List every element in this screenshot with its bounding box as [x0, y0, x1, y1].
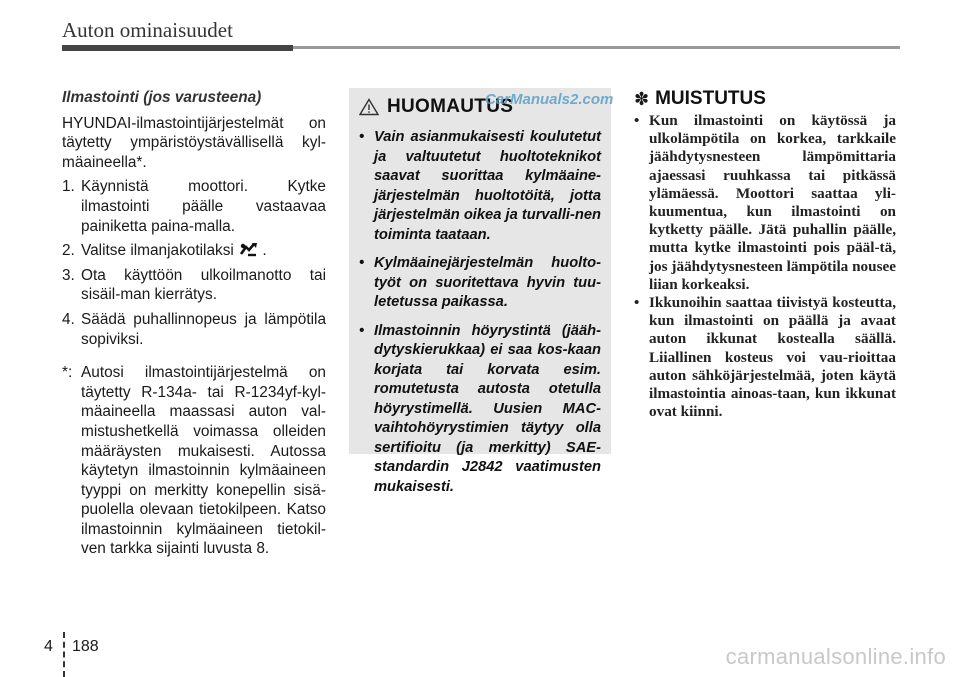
caution-item-text: Vain asianmukaisesti koulutetut ja valtuutetut huoltoteknikot saavat suorittaa kylmäaine-järjestelmän huoltotöitä, jotta järjestelmän oikea ja turvalli-nen toiminta taataan.	[374, 129, 601, 243]
note-item-text: Kun ilmastointi on käytössä ja ulkolämpötila on korkea, tarkkaile jäähdytysnesteen lämpömittaria ajaessasi ruuhkassa tai pitkässä ylämäessä. Moottori saattaa yli-kuumentua, kun ilmastointi on kytketty päälle. Jätä puhallin päälle, mutta kytke ilmastointi pois pääl-tä, jos jäähdytysnesteen lämpötila nousee liian korkeaksi.	[649, 112, 896, 293]
step-number: 1.	[62, 178, 75, 196]
step-number: 2.	[62, 242, 75, 260]
step-item	[62, 266, 326, 305]
page-number: 188	[72, 638, 99, 655]
caution-box	[349, 88, 614, 495]
step-number: 3.	[62, 266, 75, 284]
step-text: Säädä puhallinnopeus ja lämpötila sopiviksi.	[81, 310, 326, 348]
caution-item: • Kylmäainejärjestelmän huolto-työt on suoritettava hyvin tuu-letetussa paikassa.	[359, 255, 601, 310]
header-rule	[62, 46, 900, 49]
step-text: Ota käyttöön ulkoilmanotto tai sisäil-man kierrätys.	[81, 266, 326, 304]
step-item	[62, 241, 326, 261]
ac-instructions-column	[62, 88, 326, 559]
caution-list	[359, 128, 601, 497]
caution-item: • Vain asianmukaisesti koulutetut ja valtuutetut huoltoteknikot saavat suorittaa kylmäaine-järjestelmän huoltotöitä, jotta järjestelmän oikea ja turvalli-nen toiminta taataan.	[359, 129, 601, 243]
caution-item: • Ilmastoinnin höyrystintä (jääh-dytyskierukkaa) ei saa kos-kaan korjata tai korvata esim. romutetusta autosta otetulla höyrystimellä. Uusien MAC-vaihtohöyrystimien täytyy olla sertifioitu (ja merkitty) SAE-standardin J2842 vaatimusten mukaisesti.	[359, 322, 601, 495]
step-text: Käynnistä moottori. Kytke ilmastointi päälle vastaavaa painiketta paina-malla.	[81, 178, 326, 235]
watermark-text: CarManuals2.com	[485, 91, 614, 108]
footnote-mark: *:	[62, 364, 73, 382]
footnote	[62, 363, 326, 559]
caution-item-text: Ilmastoinnin höyrystintä (jääh-dytyskierukkaa) ei saa kos-kaan korjata tai korvata esim. romutetusta autosta otetulla höyrystimellä. Uusien MAC-vaihtohöyrystimien täytyy olla sertifioitu (ja merkitty) SAE-standardin J2842 vaatimusten mukaisesti.	[374, 322, 601, 495]
step-suffix: .	[258, 242, 267, 260]
note-item: • Kun ilmastointi on käytössä ja ulkolämpötila on korkea, tarkkaile jäähdytysnesteen lämpömittaria ajaessasi ruuhkassa tai pitkässä ylämäessä. Moottori saattaa yli-kuumentua, kun ilmastointi on kytketty päälle. Jätä puhallin päälle, mutta kytke ilmastointi pois pääl-tä, jos jäähdytysnesteen lämpötila nousee liian korkeaksi.	[634, 112, 896, 293]
site-watermark: carmanualsonline.info	[725, 644, 946, 669]
caution-item-text: Kylmäainejärjestelmän huolto-työt on suoritettava hyvin tuu-letetussa paikassa.	[374, 255, 601, 310]
step-item	[62, 310, 326, 349]
step-number: 4.	[62, 310, 75, 328]
page-header-title: Auton ominaisuudet	[62, 18, 233, 42]
step-item	[62, 177, 326, 236]
note-item: • Ikkunoihin saattaa tiivistyä kosteutta, kun ilmastointi on päällä ja avaat auton ikkunat kostealla säällä. Liiallinen kosteus voi vau-rioittaa auton sähköjärjestelmää, joten käytä ilmastointia ainoas-taan, kun ikkunat ovat kiinni.	[634, 294, 896, 421]
note-item-text: Ikkunoihin saattaa tiivistyä kosteutta, kun ilmastointi on päällä ja avaat auton ikkunat kostealla säällä. Liiallinen kosteus voi vau-rioittaa auton sähköjärjestelmää, joten käytä ilmastointia ainoas-taan, kun ikkunat ovat kiinni.	[649, 294, 896, 421]
step-text: Valitse ilmanjakotilaksi	[81, 242, 234, 260]
header-rule-accent	[62, 45, 293, 51]
note-title: MUISTUTUS	[655, 88, 766, 109]
warning-triangle-icon	[359, 98, 379, 116]
footer-divider	[63, 632, 65, 677]
caution-title: HUOMAUTUS	[387, 96, 514, 117]
footnote-text: Autosi ilmastointijärjestelmä on täytetty R-134a- tai R-1234yf-kyl-mäaineella maassasi auton val-mistushetkellä voimassa olleiden määräysten mukaisesti. Autossa käytetyn ilmastoinnin kylmäaineen tyyppi on merkitty konepellin sisä-puolella olevaan tietokilpeen. Katso ilmastoinnin kylmäaineen tietokil-ven tarkka sijainti luvusta 8.	[81, 364, 326, 558]
note-list	[634, 112, 896, 421]
fan-mode-icon	[238, 242, 258, 257]
steps-list	[62, 177, 326, 349]
note-column	[634, 88, 896, 421]
intro-paragraph: HYUNDAI-ilmastointijärjestelmät on täytetty ympäristöystävällisellä kyl-mäaineella*.	[62, 114, 326, 171]
chapter-number: 4	[44, 638, 53, 655]
section-title: Ilmastointi (jos varusteena)	[62, 89, 262, 106]
note-header	[634, 88, 896, 110]
asterisk-icon: ✽	[634, 88, 650, 109]
